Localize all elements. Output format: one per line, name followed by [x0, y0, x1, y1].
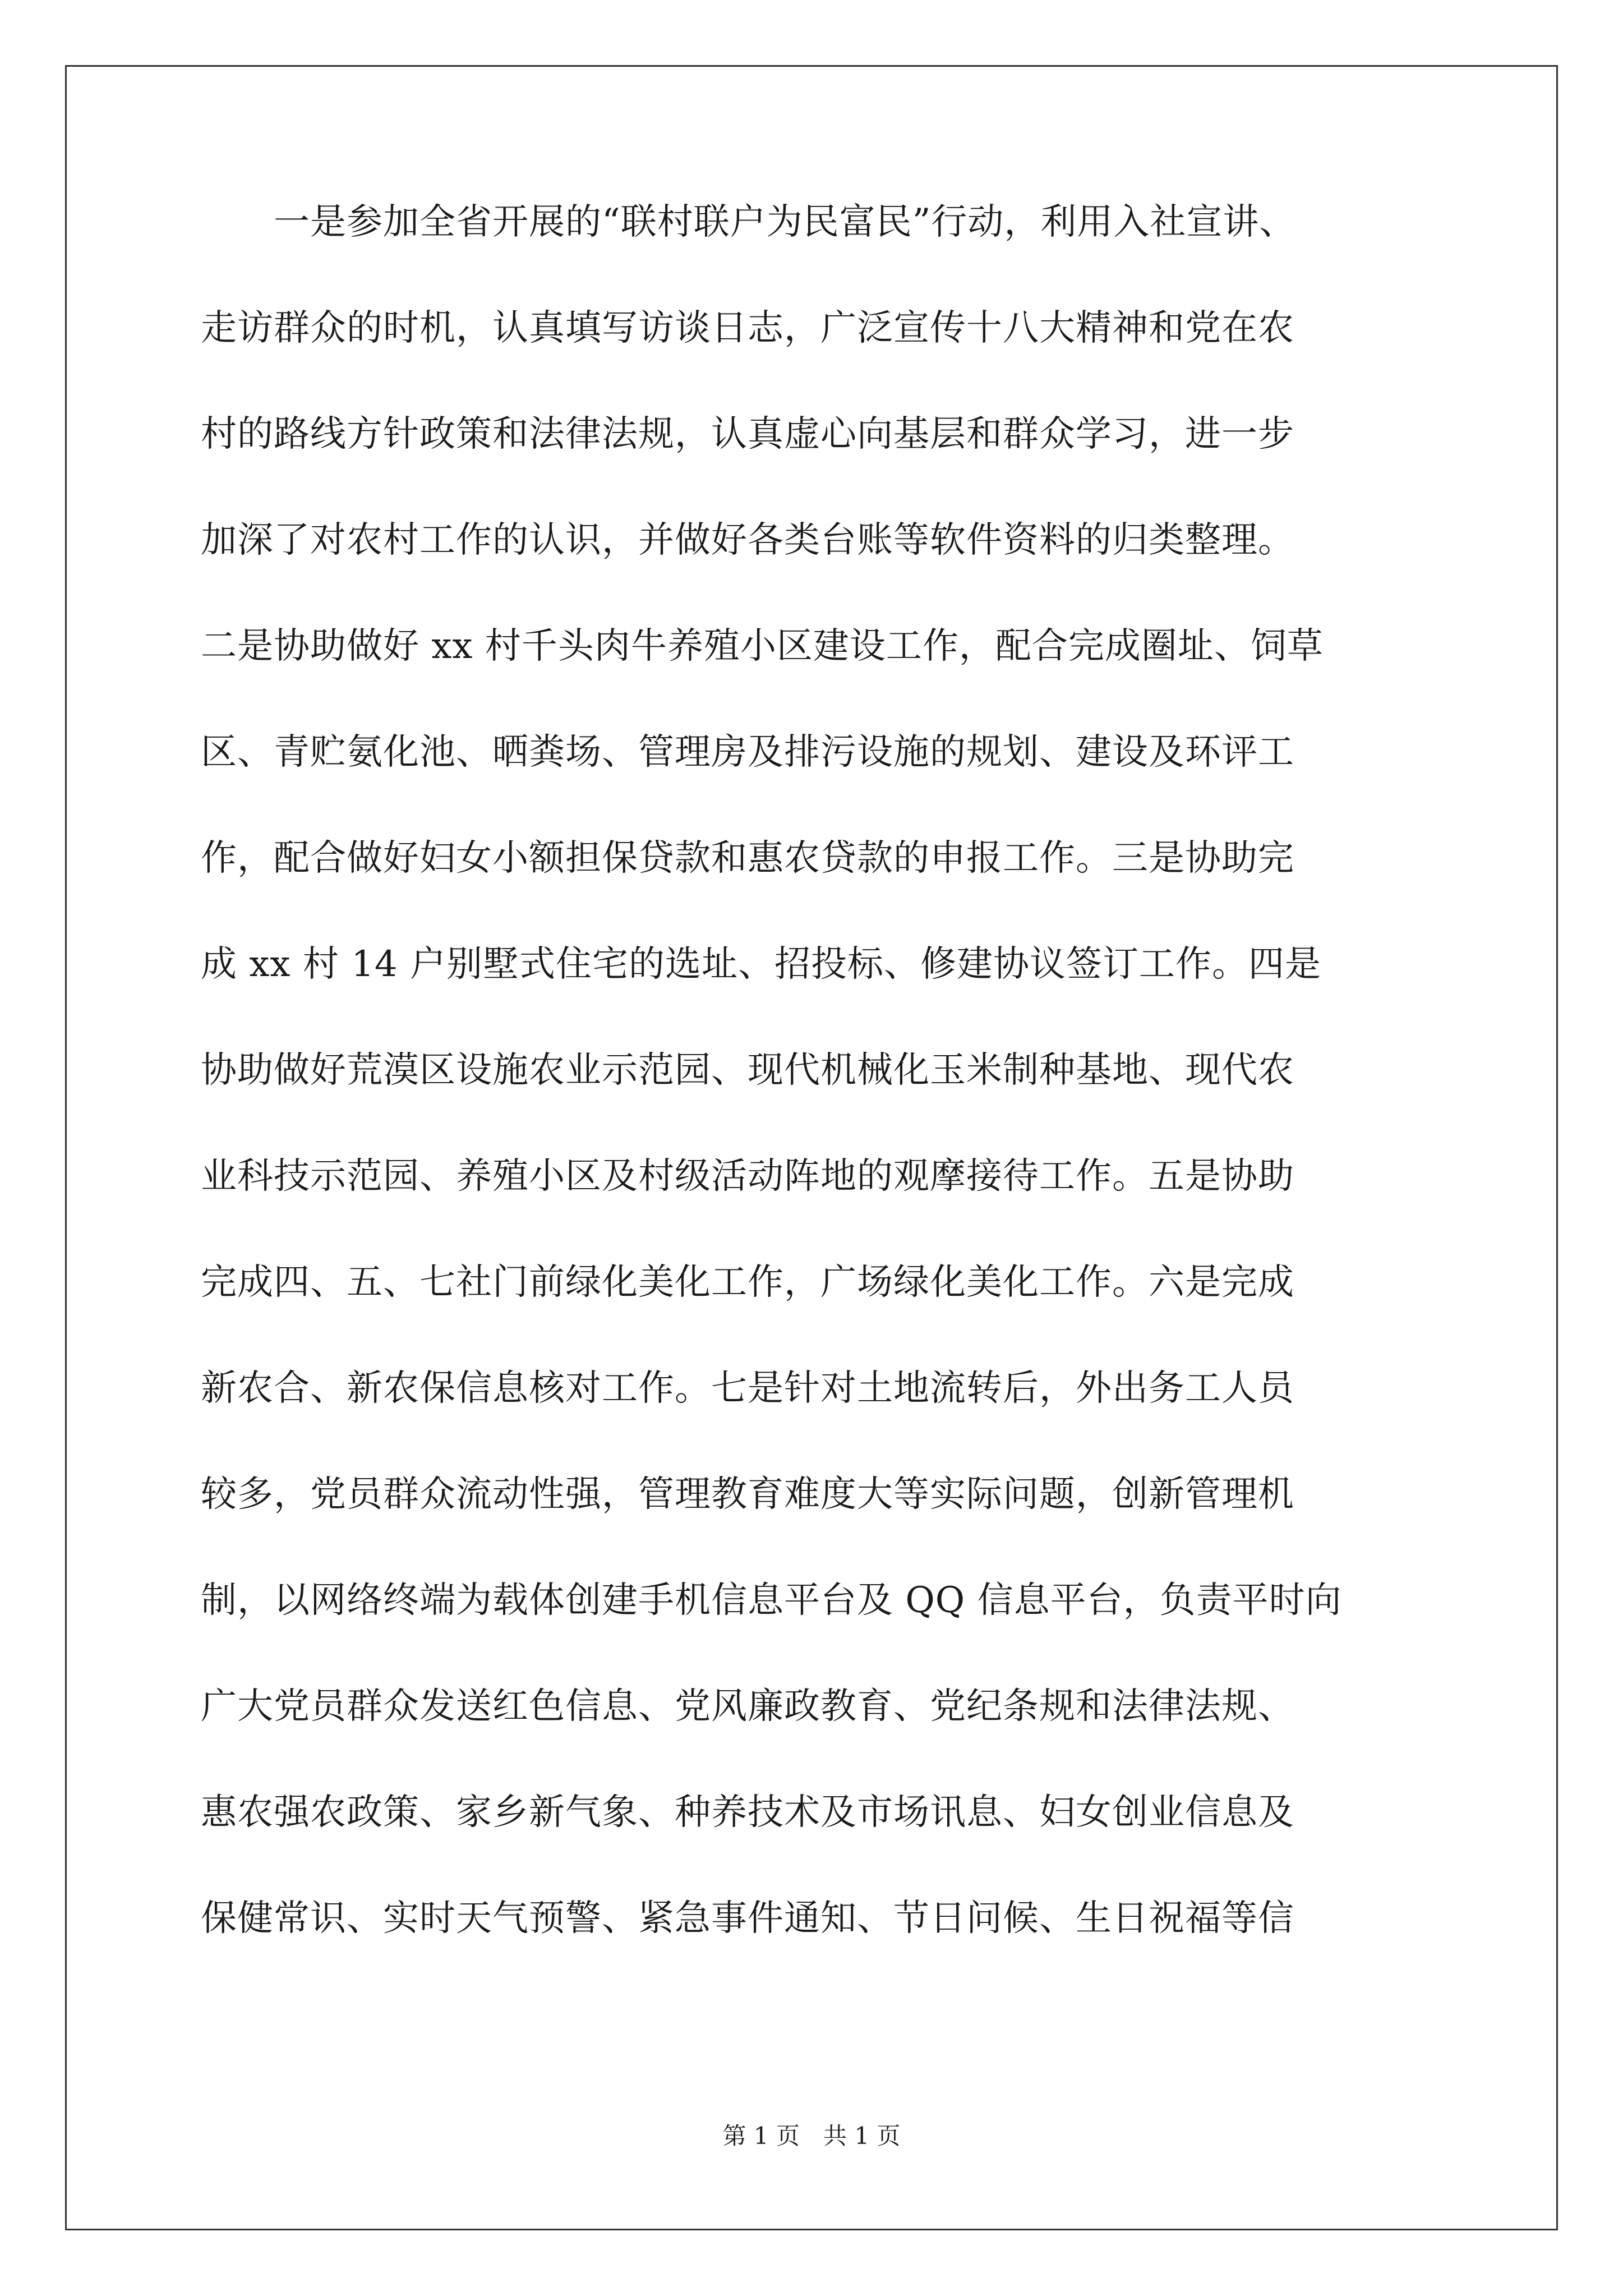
text-line: 较多，党员群众流动性强，管理教育难度大等实际问题，创新管理机	[201, 1474, 1294, 1515]
text-line: 加深了对农村工作的认识，并做好各类台账等软件资料的归类整理。	[201, 519, 1294, 561]
text-line: 区、青贮氨化池、晒粪场、管理房及排污设施的规划、建设及环评工	[201, 731, 1294, 773]
text-line: 制，以网络终端为载体创建手机信息平台及 QQ 信息平台，负责平时向	[201, 1580, 1342, 1621]
text-line: 广大党员群众发送红色信息、党风廉政教育、党纪条规和法律法规、	[201, 1686, 1294, 1727]
text-line: 二是协助做好 xx 村千头肉牛养殖小区建设工作，配合完成圈址、饲草	[201, 625, 1324, 667]
text-line: 一是参加全省开展的“联村联户为民富民”行动，利用入社宣讲、	[201, 201, 1296, 243]
text-line: 协助做好荒漠区设施农业示范园、现代机械化玉米制种基地、现代农	[201, 1050, 1294, 1091]
text-line: 惠农强农政策、家乡新气象、种养技术及市场讯息、妇女创业信息及	[201, 1792, 1294, 1833]
text-line: 业科技示范园、养殖小区及村级活动阵地的观摩接待工作。五是协助	[201, 1156, 1294, 1197]
text-line: 成 xx 村 14 户别墅式住宅的选址、招投标、修建协议签订工作。四是	[201, 944, 1321, 985]
text-line: 作，配合做好妇女小额担保贷款和惠农贷款的申报工作。三是协助完	[201, 838, 1294, 879]
text-line: 完成四、五、七社门前绿化美化工作，广场绿化美化工作。六是完成	[201, 1262, 1294, 1303]
text-line: 新农合、新农保信息核对工作。七是针对土地流转后，外出务工人员	[201, 1368, 1294, 1409]
text-line: 保健常识、实时天气预警、紧急事件通知、节日问候、生日祝福等信	[201, 1898, 1294, 1939]
text-line: 走访群众的时机，认真填写访谈日志，广泛宣传十八大精神和党在农	[201, 307, 1294, 349]
text-line: 村的路线方针政策和法律法规，认真虚心向基层和群众学习，进一步	[201, 413, 1294, 455]
page-footer: 第 1 页 共 1 页	[722, 2122, 901, 2150]
